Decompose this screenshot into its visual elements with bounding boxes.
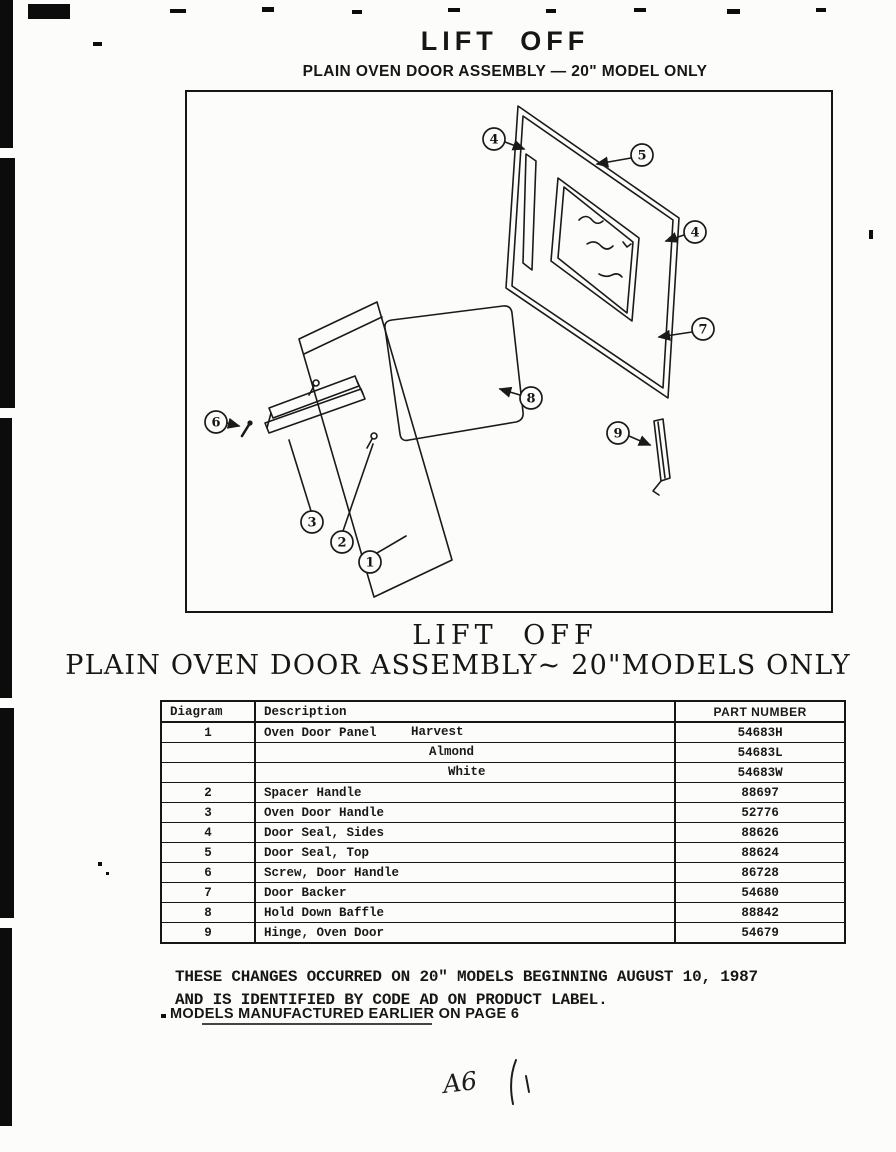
scan-artifact (0, 708, 14, 918)
exploded-diagram (185, 90, 833, 613)
exploded-diagram-svg (187, 92, 831, 611)
cell-description (255, 803, 675, 823)
cell-description (255, 883, 675, 903)
scan-artifact (28, 4, 70, 19)
callout-leader (659, 332, 692, 337)
cell-part-number: 52776 (675, 803, 845, 823)
scan-artifact (0, 418, 12, 698)
header-description: Description (255, 701, 675, 722)
table-row (161, 843, 845, 863)
callout-label: 2 (337, 535, 347, 551)
cell-diagram: 6 (161, 863, 255, 883)
callout-label: 5 (637, 148, 647, 164)
change-note-line1: THESE CHANGES OCCURRED ON 20" MODELS BEGINNING AUGUST 10, 1987 (175, 968, 758, 986)
scan-artifact (0, 158, 15, 408)
scan-artifact (93, 42, 102, 46)
table-row (161, 722, 845, 743)
cell-part-number: 88842 (675, 903, 845, 923)
table-row (161, 763, 845, 783)
description-text: Door Seal, Top (263, 845, 369, 860)
handle-endcap (357, 381, 363, 394)
table-row (161, 903, 845, 923)
variant-text: Almond (428, 744, 474, 759)
cell-description (255, 843, 675, 863)
cell-description (255, 783, 675, 803)
cell-part-number: 54683W (675, 763, 845, 783)
table-row (161, 923, 845, 944)
scribble-stroke (526, 1076, 529, 1092)
callout-3 (289, 440, 323, 533)
window-squiggle (599, 274, 622, 277)
cell-description (255, 903, 675, 923)
footer-note: MODELS MANUFACTURED EARLIER ON PAGE 6 (170, 1006, 520, 1022)
callout-6 (205, 411, 239, 433)
cell-description (255, 722, 675, 743)
scan-artifact (634, 8, 646, 12)
scan-artifact (98, 862, 102, 866)
description-text: Spacer Handle (263, 785, 362, 800)
callout-1 (359, 536, 406, 573)
cell-part-number: 54680 (675, 883, 845, 903)
oven-door-hinge (653, 419, 670, 495)
cell-diagram: 8 (161, 903, 255, 923)
handle-screw-b (371, 433, 377, 439)
table-row (161, 823, 845, 843)
callout-label: 6 (211, 415, 221, 431)
cell-diagram: 7 (161, 883, 255, 903)
cell-diagram: 2 (161, 783, 255, 803)
callout-9 (607, 422, 650, 445)
scan-artifact (170, 9, 186, 13)
scan-artifact (161, 1014, 166, 1018)
cell-part-number: 86728 (675, 863, 845, 883)
callout-label: 1 (365, 555, 375, 571)
cell-description (255, 743, 675, 763)
cell-description (255, 923, 675, 944)
cell-diagram: 9 (161, 923, 255, 944)
callout-label: 4 (489, 132, 499, 148)
window-squiggle (587, 242, 613, 249)
table-header-row (161, 701, 845, 722)
cell-description (255, 823, 675, 843)
page-title: LIFT OFF (420, 26, 590, 56)
page-subtitle: PLAIN OVEN DOOR ASSEMBLY — 20" MODEL ONLY (302, 63, 708, 80)
callout-leader (597, 158, 631, 164)
table-row (161, 783, 845, 803)
scan-artifact (202, 1023, 432, 1025)
table-row (161, 883, 845, 903)
change-note-line2: AND IS IDENTIFIED BY CODE AD ON PRODUCT LABEL. (175, 991, 608, 1010)
table-row (161, 743, 845, 763)
callout-label: 4 (690, 225, 700, 241)
cell-part-number: 88626 (675, 823, 845, 843)
door-handle-screw (242, 420, 253, 436)
callout-5 (597, 144, 653, 166)
scan-artifact (727, 9, 740, 14)
scan-artifact (546, 9, 556, 13)
cell-part-number: 88697 (675, 783, 845, 803)
description-text: Oven Door Handle (263, 805, 384, 820)
scribble-stroke (511, 1060, 516, 1104)
section-subtitle: PLAIN OVEN DOOR ASSEMBLY~ 20"MODELS ONLY (65, 650, 851, 681)
callout-label: 3 (307, 515, 317, 531)
door-window-outer (551, 178, 639, 321)
scan-artifact (106, 872, 109, 875)
description-text: Door Backer (263, 885, 347, 900)
description-text: Hinge, Oven Door (263, 925, 384, 940)
door-backer (506, 106, 679, 398)
cell-part-number: 54683H (675, 722, 845, 743)
description-text: Screw, Door Handle (263, 865, 399, 880)
cell-part-number: 88624 (675, 843, 845, 863)
cell-diagram (161, 743, 255, 763)
scan-artifact (816, 8, 826, 12)
handwritten-scribble (498, 1052, 540, 1112)
cell-diagram (161, 763, 255, 783)
door-side-seal-strip (523, 154, 536, 270)
cell-diagram: 4 (161, 823, 255, 843)
baffle-outline (385, 306, 523, 441)
callout-4-left (483, 128, 524, 150)
cell-description (255, 763, 675, 783)
hinge-foot (653, 481, 661, 495)
cell-description (255, 863, 675, 883)
variant-text: Harvest (410, 724, 464, 739)
callout-leader (666, 235, 684, 241)
oven-door-handle (265, 376, 365, 433)
description-text: Hold Down Baffle (263, 905, 384, 920)
callout-leader (377, 536, 406, 553)
section-title: LIFT OFF (412, 620, 598, 651)
callout-label: 7 (698, 322, 708, 338)
callout-leader (343, 444, 373, 531)
cell-part-number: 54679 (675, 923, 845, 944)
callout-2 (331, 444, 373, 553)
hold-down-baffle (385, 306, 523, 441)
handwritten-mark: A6 (441, 1066, 479, 1099)
cell-diagram: 3 (161, 803, 255, 823)
callout-leader (500, 389, 520, 395)
header-diagram: Diagram (161, 701, 255, 722)
scan-artifact (352, 10, 362, 14)
callout-label: 9 (613, 426, 623, 442)
window-squiggle (623, 242, 631, 247)
callout-leader (289, 440, 311, 511)
door-panel-fold (304, 317, 382, 354)
scan-artifact (0, 928, 12, 1126)
header-part-number: PART NUMBER (675, 701, 845, 722)
callout-leader (629, 436, 650, 445)
cell-diagram: 1 (161, 722, 255, 743)
callout-label: 8 (526, 391, 536, 407)
parts-table (160, 700, 846, 944)
scan-artifact (448, 8, 460, 12)
variant-text: White (447, 764, 486, 779)
handle-screw-a (313, 380, 319, 386)
scan-artifact (262, 7, 274, 12)
handle-bar-top (269, 376, 359, 418)
cell-diagram: 5 (161, 843, 255, 863)
cell-part-number: 54683L (675, 743, 845, 763)
scan-artifact (869, 230, 873, 239)
screw-shaft (242, 423, 250, 436)
description-text: Door Seal, Sides (263, 825, 384, 840)
description-text: Oven Door Panel (263, 725, 377, 740)
table-row (161, 803, 845, 823)
scan-artifact (0, 0, 13, 148)
table-row (161, 863, 845, 883)
window-squiggle (579, 217, 603, 224)
callout-leader (227, 423, 239, 426)
